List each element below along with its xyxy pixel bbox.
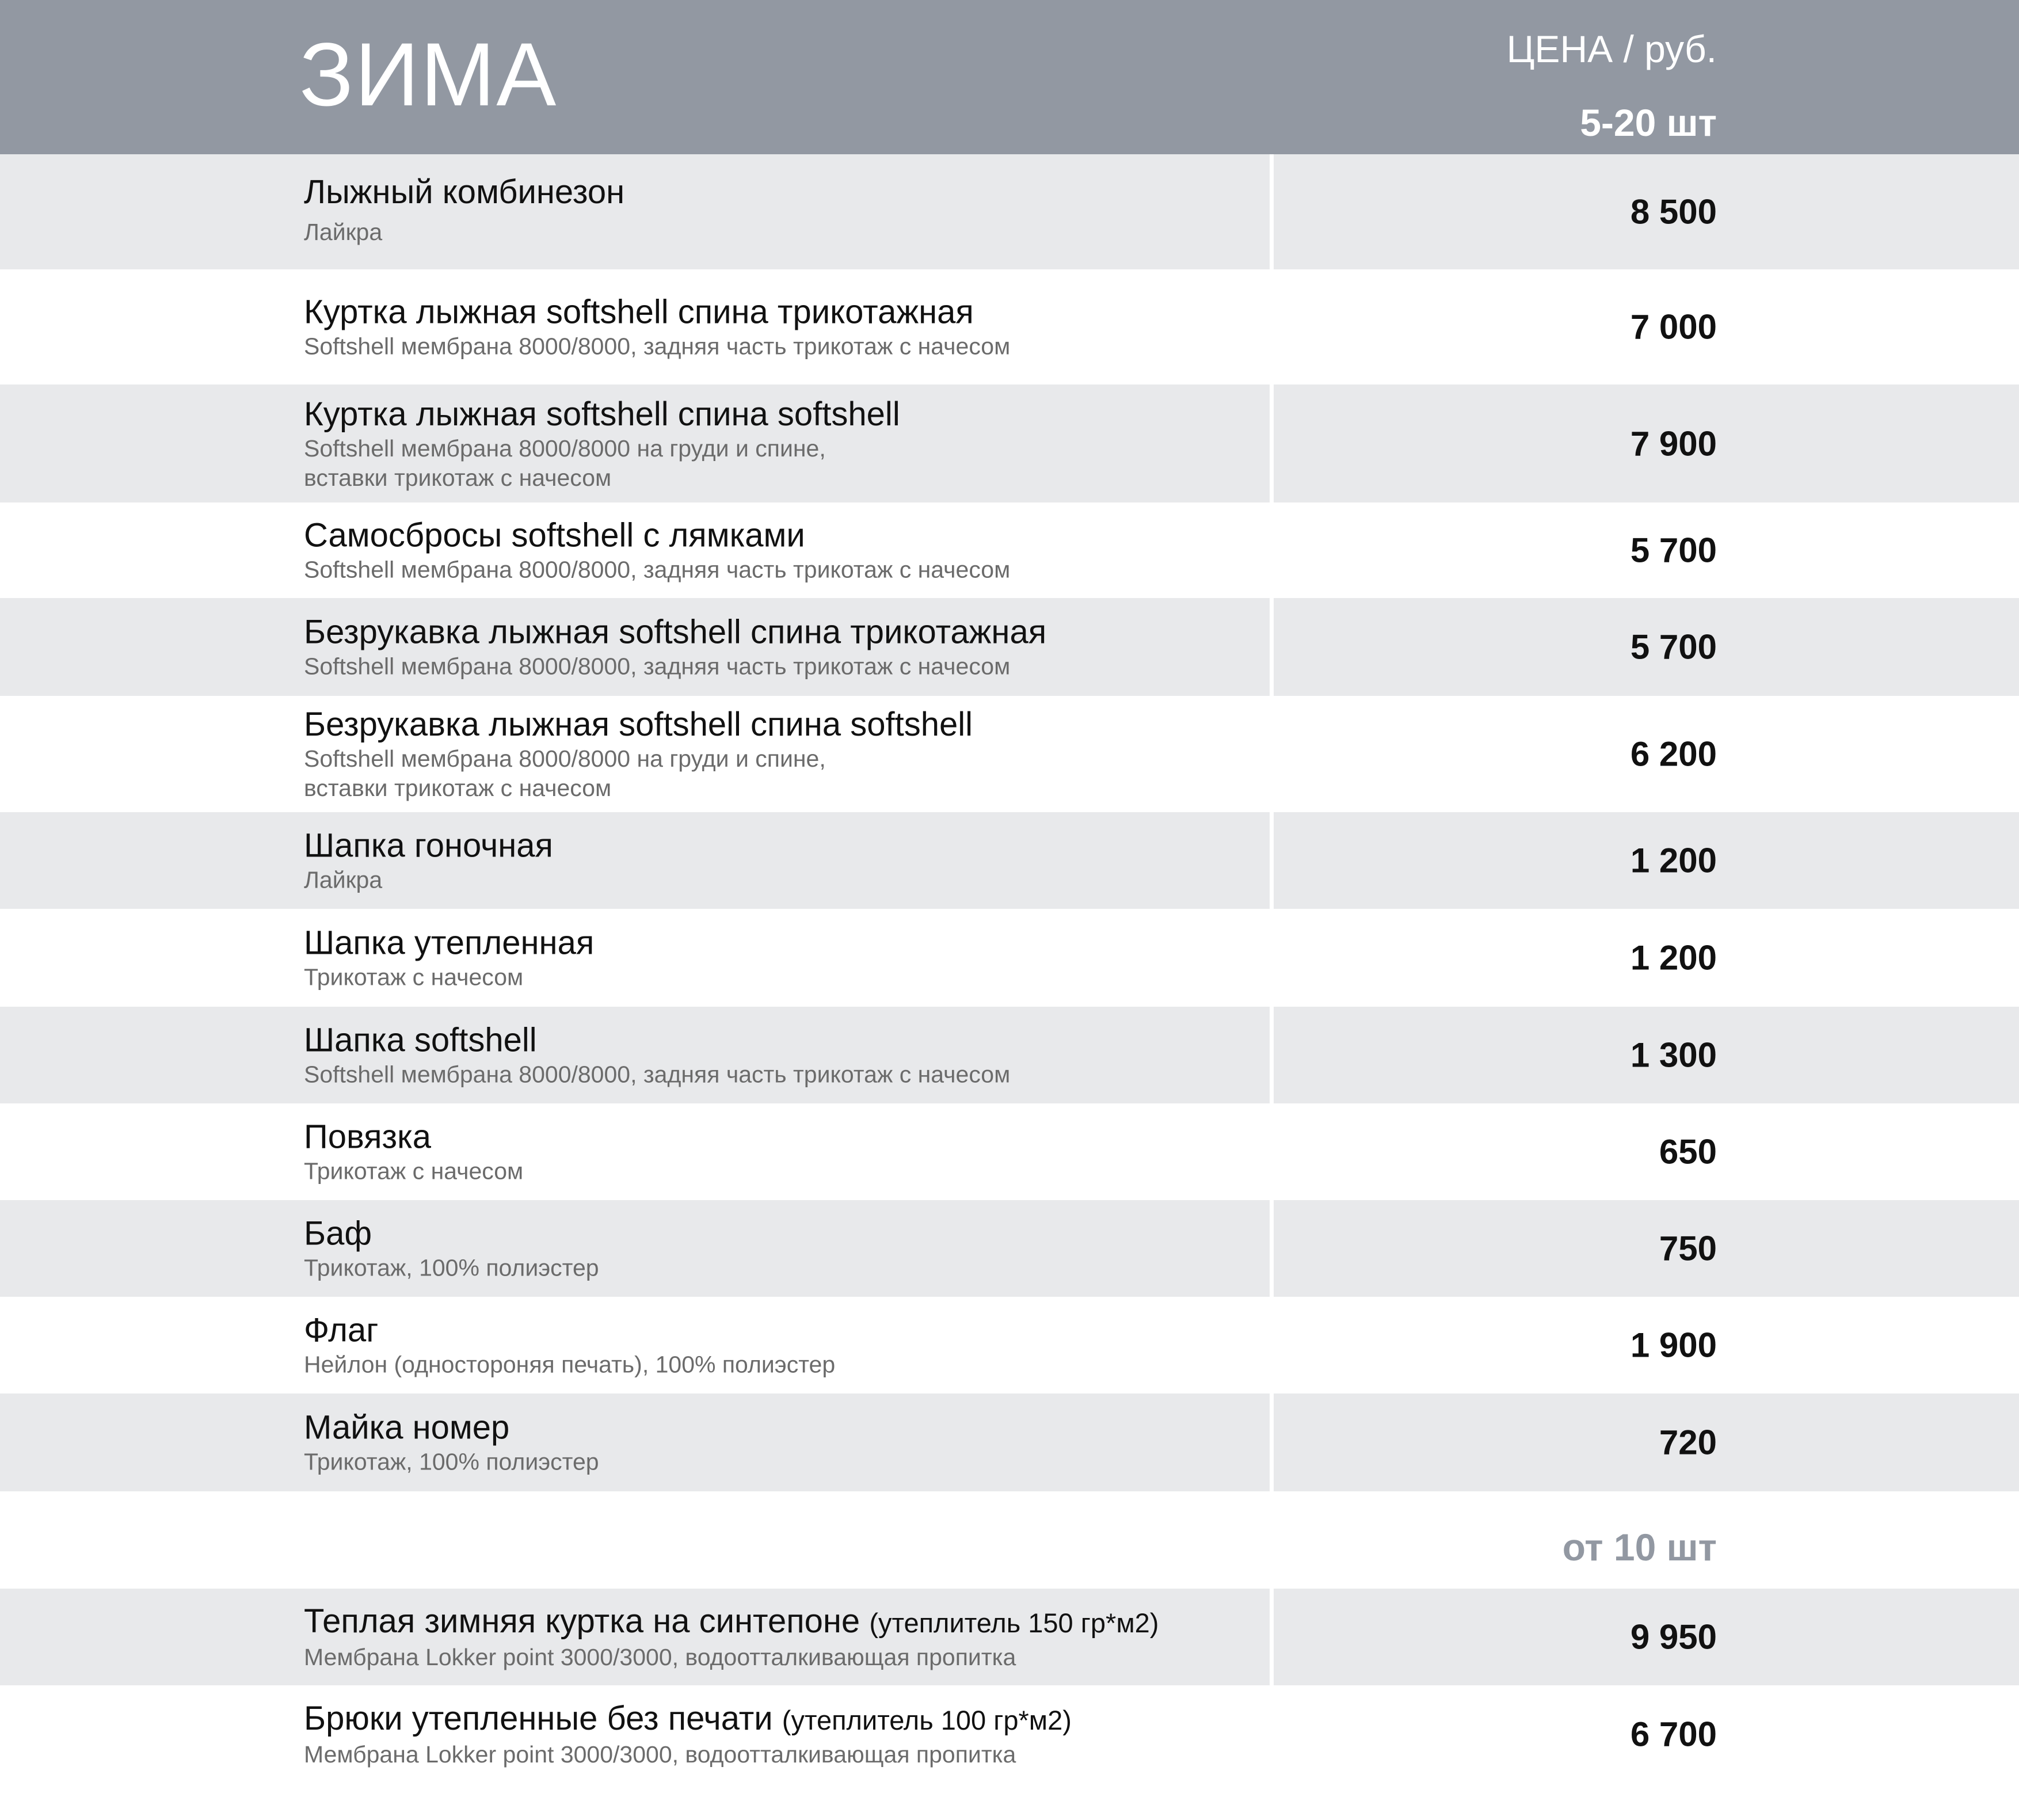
column-divider xyxy=(1270,1200,1274,1297)
item-info xyxy=(304,516,1010,585)
price-row xyxy=(0,598,2019,696)
item-description: Мембрана Lokker point 3000/3000, водоотталкивающая пропитка xyxy=(304,1741,1016,1768)
item-price: 9 950 xyxy=(1630,1617,1717,1657)
item-description: Лайкра xyxy=(304,219,383,245)
item-name: Куртка лыжная softshell спина трикотажная xyxy=(304,293,974,331)
item-name: Флаг xyxy=(304,1311,379,1349)
item-description: Softshell мембрана 8000/8000, задняя часть трикотаж с начесом xyxy=(304,333,1011,360)
item-price: 6 200 xyxy=(1630,734,1717,774)
item-price: 1 200 xyxy=(1630,841,1717,880)
column-divider xyxy=(1270,1589,1274,1685)
item-price: 7 900 xyxy=(1630,424,1717,463)
item-name: Лыжный комбинезон xyxy=(304,173,625,211)
item-name: Шапка гоночная xyxy=(304,827,553,865)
item-description: Мембрана Lokker point 3000/3000, водоотталкивающая пропитка xyxy=(304,1644,1016,1670)
column-divider xyxy=(1270,598,1274,696)
item-description: Трикотаж, 100% полиэстер xyxy=(304,1448,599,1475)
item-description: Softshell мембрана 8000/8000, задняя часть трикотаж с начесом xyxy=(304,653,1011,680)
item-name xyxy=(304,1602,1159,1643)
item-price: 1 200 xyxy=(1630,938,1717,977)
item-price: 1 900 xyxy=(1630,1326,1717,1365)
column-divider xyxy=(1270,384,1274,502)
price-row xyxy=(0,1007,2019,1103)
item-description: Softshell мембрана 8000/8000 на груди и спине, вставки трикотаж с начесом xyxy=(304,435,826,491)
item-price: 720 xyxy=(1659,1423,1717,1462)
column-divider xyxy=(1270,1007,1274,1103)
item-info xyxy=(304,173,624,247)
item-info xyxy=(304,1311,835,1380)
column-divider xyxy=(1270,1393,1274,1491)
item-name: Шапка утепленная xyxy=(304,924,595,962)
item-description: Softshell мембрана 8000/8000, задняя часть трикотаж с начесом xyxy=(304,1061,1011,1088)
column-divider xyxy=(1270,154,1274,269)
item-info xyxy=(304,1214,599,1283)
item-info xyxy=(304,1699,1072,1769)
item-insulation-note: (утеплитель 100 гр*м2) xyxy=(782,1705,1072,1735)
item-name: Безрукавка лыжная softshell спина softshell xyxy=(304,706,973,743)
quantity-range-label: 5-20 шт xyxy=(1580,101,1717,144)
item-name: Майка номер xyxy=(304,1408,510,1446)
item-description: Softshell мембрана 8000/8000 на груди и спине, вставки трикотаж с начесом xyxy=(304,745,826,801)
item-price: 750 xyxy=(1659,1229,1717,1268)
item-description: Трикотаж с начесом xyxy=(304,964,524,991)
item-info xyxy=(304,613,1046,681)
season-title: ЗИМА xyxy=(299,25,558,125)
item-name: Повязка xyxy=(304,1118,432,1156)
item-description: Трикотаж с начесом xyxy=(304,1158,524,1185)
price-row xyxy=(0,696,2019,812)
item-price: 650 xyxy=(1659,1132,1717,1171)
item-info xyxy=(304,827,553,895)
price-row xyxy=(0,1103,2019,1200)
item-price: 5 700 xyxy=(1630,627,1717,667)
item-name: Самосбросы softshell с лямками xyxy=(304,516,805,554)
price-row xyxy=(0,1685,2019,1783)
item-info xyxy=(304,705,973,803)
price-row xyxy=(0,812,2019,909)
price-row xyxy=(0,1589,2019,1685)
item-price: 6 700 xyxy=(1630,1715,1717,1754)
item-name: Шапка softshell xyxy=(304,1021,537,1059)
price-row xyxy=(0,1297,2019,1393)
item-info xyxy=(304,1021,1010,1090)
item-insulation-note: (утеплитель 150 гр*м2) xyxy=(869,1608,1159,1638)
item-info xyxy=(304,1408,599,1477)
header-bar xyxy=(0,0,2019,154)
item-price: 5 700 xyxy=(1630,531,1717,570)
bulk-quantity-label: от 10 шт xyxy=(1562,1526,1717,1568)
item-name-text: Теплая зимняя куртка на синтепоне xyxy=(304,1602,860,1640)
item-info xyxy=(304,1118,523,1186)
item-description: Лайкра xyxy=(304,866,383,893)
price-row xyxy=(0,384,2019,502)
item-name: Баф xyxy=(304,1214,372,1252)
item-description: Нейлон (одностороняя печать), 100% полиэстер xyxy=(304,1351,836,1378)
item-name-text: Брюки утепленные без печати xyxy=(304,1700,773,1737)
price-column-label: ЦЕНА / руб. xyxy=(1506,28,1717,70)
column-divider xyxy=(1270,812,1274,909)
item-description: Трикотаж, 100% полиэстер xyxy=(304,1254,599,1281)
price-row xyxy=(0,1200,2019,1297)
item-price: 7 000 xyxy=(1630,307,1717,347)
item-info xyxy=(304,924,594,992)
item-description: Softshell мембрана 8000/8000, задняя часть трикотаж с начесом xyxy=(304,556,1011,583)
price-row xyxy=(0,502,2019,598)
item-price: 8 500 xyxy=(1630,192,1717,231)
item-name: Безрукавка лыжная softshell спина трикотажная xyxy=(304,613,1047,651)
item-name xyxy=(304,1699,1072,1740)
item-price: 1 300 xyxy=(1630,1035,1717,1075)
item-info xyxy=(304,1602,1159,1672)
item-info xyxy=(304,293,1010,361)
price-row xyxy=(0,1393,2019,1491)
item-name: Куртка лыжная softshell спина softshell xyxy=(304,395,900,433)
price-row xyxy=(0,154,2019,269)
item-info xyxy=(304,395,900,493)
price-row xyxy=(0,909,2019,1007)
price-row xyxy=(0,269,2019,384)
